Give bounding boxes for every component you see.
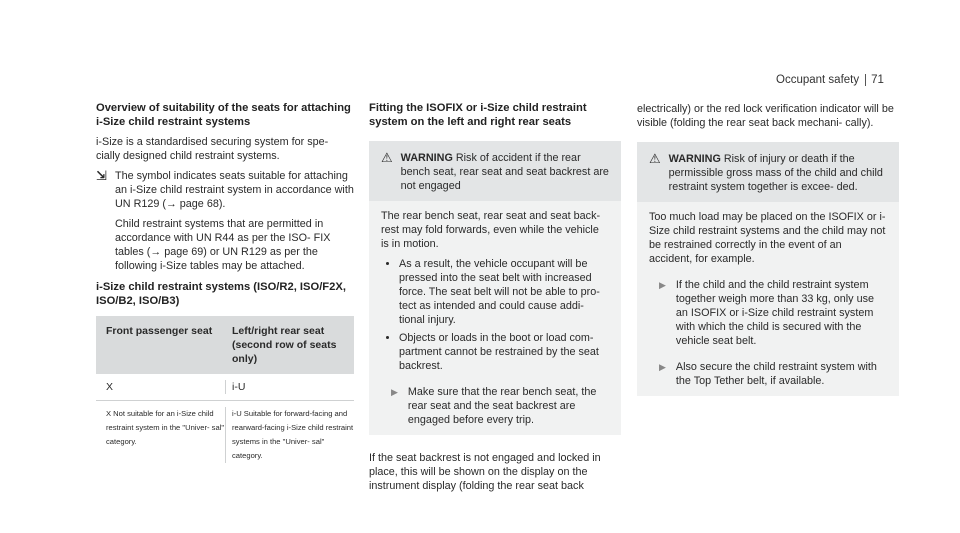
legend-iu: i-U Suitable for forward-facing and rearward-facing i-Size child restraint systems in the "Univer- sal" category. bbox=[232, 409, 354, 460]
symbol-text: The symbol indicates seats suitable for attaching an i-Size child restraint system in accordance with UN R129 (→ page 68). bbox=[115, 170, 354, 210]
symbol-note bbox=[96, 169, 354, 217]
warning-triangle-icon: ⚠ bbox=[649, 151, 661, 166]
warning-box-injury bbox=[637, 142, 899, 396]
column-1 bbox=[96, 102, 354, 469]
play-arrow-icon: ▶ bbox=[391, 387, 398, 397]
table-row-legend bbox=[96, 401, 354, 469]
action-step bbox=[649, 278, 887, 348]
list-item: • As a result, the vehicle occupant will be pressed into the seat belt with increased force. The seat belt will not be able to pro- tect as intended and could cause addi- tional injury. bbox=[399, 257, 609, 327]
table-header bbox=[96, 316, 354, 374]
action-text: Make sure that the rear bench seat, the rear seat and the seat backrest are engaged before every trip. bbox=[407, 386, 597, 426]
warning-text: The rear bench seat, rear seat and seat back- rest may fold forwards, even while the vehicle is in motion. bbox=[381, 210, 601, 250]
warning-label: WARNING bbox=[668, 153, 721, 165]
action-text: Also secure the child restraint system with the Top Tether belt, if available. bbox=[675, 361, 877, 387]
section-title: Occupant safety bbox=[776, 74, 860, 86]
warning-triangle-icon: ⚠ bbox=[381, 150, 393, 165]
warning-title: Risk of accident if the rear bench seat, rear seat and seat backrest are not engaged bbox=[400, 152, 609, 192]
header-rear-seat: Left/right rear seat (second row of seats only) bbox=[232, 325, 337, 365]
page-header bbox=[776, 74, 884, 86]
cell-x: X bbox=[96, 380, 226, 394]
table-row bbox=[96, 374, 354, 401]
column-2 bbox=[369, 102, 621, 499]
cell-iu: i-U bbox=[232, 381, 246, 393]
paragraph-display-note: If the seat backrest is not engaged and locked in place, this will be shown on the display on the instrument display (folding the rear seat back bbox=[369, 452, 601, 492]
page-number: 71 bbox=[865, 74, 884, 86]
legend-x: X Not suitable for an i-Size child restraint system in the "Univer- sal" category. bbox=[96, 407, 226, 463]
paragraph-permitted: Child restraint systems that are permitted in accordance with UN R44 as per the ISO- FIX tables (→ page 69) or UN R129 as per the following i-Size tables may be attached. bbox=[115, 218, 331, 272]
paragraph-isize-intro: i-Size is a standardised securing system for spe- cially designed child restraint systems. bbox=[96, 136, 329, 162]
column-3 bbox=[637, 102, 899, 396]
header-front-passenger: Front passenger seat bbox=[106, 325, 213, 337]
warning-box-accident bbox=[369, 141, 621, 435]
warning-text: Too much load may be placed on the ISOFIX or i-Size child restraint systems and the child may not be restrained correctly in the event of an accident, for example. bbox=[649, 211, 886, 265]
isize-table bbox=[96, 316, 354, 469]
play-arrow-icon: ▶ bbox=[659, 280, 666, 290]
i-size-symbol-icon: ⇲ bbox=[96, 168, 107, 183]
action-step bbox=[381, 385, 609, 427]
play-arrow-icon: ▶ bbox=[659, 362, 666, 372]
action-text: If the child and the child restraint system together weigh more than 33 kg, only use an ISOFIX or i-Size child restraint system with which the child is secured with the vehicle seat belt. bbox=[675, 279, 874, 347]
paragraph-continued: electrically) or the red lock verification indicator will be visible (folding the rear seat back mechani- cally). bbox=[637, 103, 894, 129]
heading-isize-systems: i-Size child restraint systems (ISO/R2, ISO/F2X, ISO/B2, ISO/B3) bbox=[96, 281, 346, 307]
heading-fitting: Fitting the ISOFIX or i-Size child restraint system on the left and right rear seats bbox=[369, 102, 587, 128]
warning-bullets bbox=[381, 257, 609, 373]
action-step bbox=[649, 360, 887, 388]
warning-label: WARNING bbox=[400, 152, 453, 164]
warning-title: Risk of injury or death if the permissible gross mass of the child and child restraint system together is excee- ded. bbox=[668, 153, 883, 193]
list-item: • Objects or loads in the boot or load com- partment cannot be restrained by the seat backrest. bbox=[399, 331, 609, 373]
heading-overview: Overview of suitability of the seats for attaching i-Size child restraint systems bbox=[96, 102, 351, 128]
